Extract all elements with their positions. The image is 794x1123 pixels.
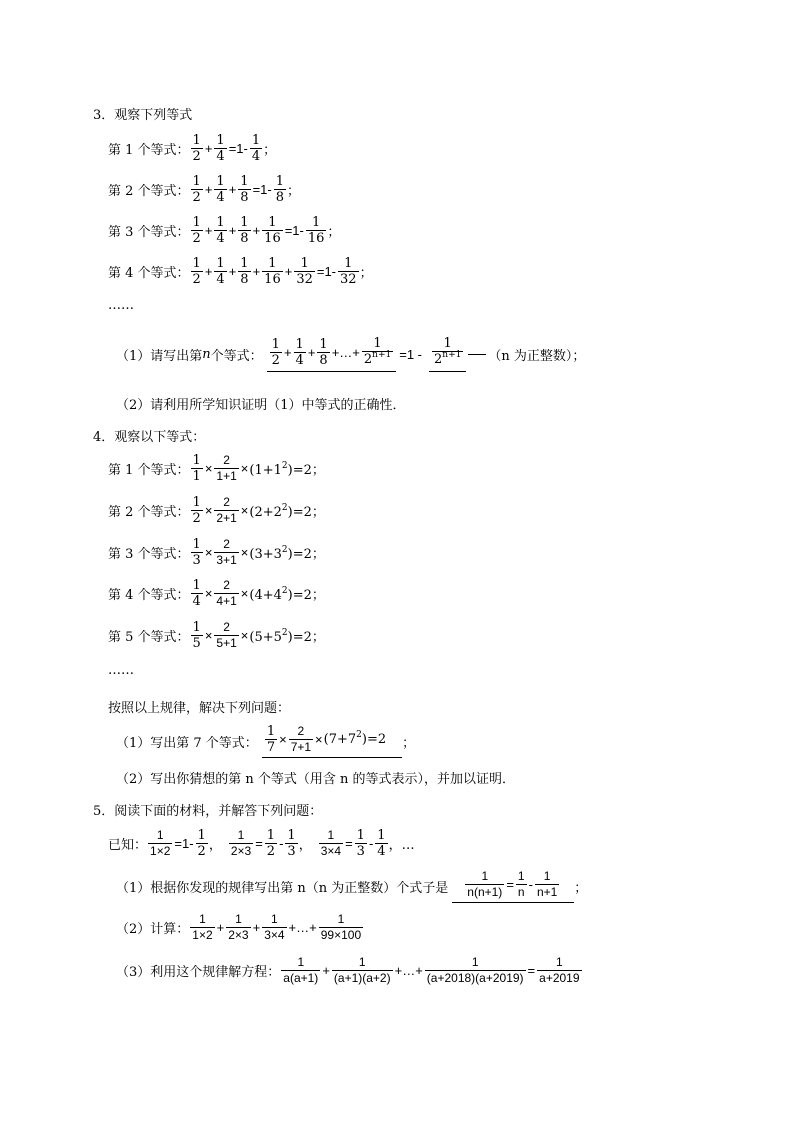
fraction: $\frac{1}{2}$	[266, 828, 276, 859]
fraction: $\frac{1}{8}$	[275, 174, 285, 205]
q3-ellipsis: ……	[108, 298, 134, 313]
q3-row-4: 第 4 个等式： $\frac{1}{2}$ + $\frac{1}{4}$ + $\frac{1}{8}$ + $\frac{1}{16}$ + $\frac{1}{32}$ =1- $\frac{1}{32}$ ；	[108, 256, 373, 287]
q3-row-3: 第 3 个等式： $\frac{1}{2}$ + $\frac{1}{4}$ + $\frac{1}{8}$ + $\frac{1}{16}$ =1- $\frac{1}{16}$ ；	[108, 215, 341, 246]
fraction: $\frac{1}{2}$	[271, 337, 280, 368]
fraction: $\frac{2}{3+1}$	[216, 537, 237, 567]
q4-ellipsis: ……	[108, 663, 134, 678]
fraction: $\frac{1}{8}$	[240, 256, 249, 287]
q4-row-3: 第 3 个等式： $\frac{1}{3}$ × $\frac{2}{3+1}$ × $(3+3^2)=2$；	[108, 537, 325, 568]
fraction: $\frac{2}{7+1}$	[290, 724, 312, 754]
fraction: $\frac{2}{4+1}$	[216, 578, 237, 608]
fraction: $\frac{1}{4}$	[295, 337, 304, 368]
fraction: $\frac{1}{4}$	[377, 828, 386, 859]
fraction: $\frac{1}{1\times 2}$	[150, 828, 171, 858]
fraction: $\frac{1}{16}$	[264, 256, 281, 287]
fraction: $\frac{1}{4}$	[216, 215, 225, 246]
fraction: $\frac{1}{16}$	[307, 215, 325, 246]
q3-row-1: 第 1 个等式： $\frac{1}{2}$ + $\frac{1}{4}$ =1- $\frac{1}{4}$ ；	[108, 133, 277, 164]
q3-row-2: 第 2 个等式： $\frac{1}{2}$ + $\frac{1}{4}$ + $\frac{1}{8}$ =1- $\frac{1}{8}$ ；	[108, 174, 301, 205]
fraction: $\frac{1}{2^{n+1}}$	[434, 336, 462, 367]
q4-row-2: 第 2 个等式： $\frac{1}{2}$ × $\frac{2}{2+1}$ × $(2+2^2)=2$；	[108, 495, 325, 526]
answer-blank: $\frac{1}{n(n+1)}$ = $\frac{1}{n}$ - $\frac{1}{n+1}$	[452, 869, 574, 903]
fraction: $\frac{1}{(a+2018)(a+2019)}$	[426, 955, 524, 985]
fraction: $\frac{1}{1\times 2}$	[192, 912, 213, 942]
q4-part-1: （1）写出第 7 个等式： $\frac{1}{7}$ × $\frac{2}{7+1}$ × $(7+7^2)=2$ ；	[116, 724, 415, 758]
fraction: $\frac{1}{2}$	[197, 828, 206, 859]
fraction: $\frac{1}{32}$	[340, 256, 357, 287]
fraction: $\frac{1}{2}$	[192, 174, 201, 205]
q5-part-1: （1）根据你发现的规律写出第 n（n 为正整数）个式子是 $\frac{1}{n(n+1)}$ = $\frac{1}{n}$ - $\frac{1}{n+1}$ ；	[116, 869, 587, 903]
fraction: $\frac{1}{4}$	[216, 256, 225, 287]
fraction: $\frac{1}{3}$	[356, 828, 365, 859]
q5-part-2: （2）计算： $\frac{1}{1\times 2}$ + $\frac{1}{2\times 3}$ + $\frac{1}{3\times 4}$ +…+ $\frac{1}{99\times 100}$	[116, 912, 362, 942]
fraction: $\frac{1}{2\times 3}$	[230, 828, 252, 858]
fraction: $\frac{1}{(a+1)(a+2)}$	[333, 955, 391, 985]
fraction: $\frac{2}{2+1}$	[216, 495, 237, 525]
fraction: $\frac{1}{2\times 3}$	[228, 912, 249, 942]
q3-part-2: （2）请利用所学知识证明（1）中等式的正确性．	[116, 398, 406, 413]
fraction: $\frac{1}{2}$	[192, 215, 201, 246]
fraction: $\frac{1}{2}$	[192, 495, 201, 526]
fraction: $\frac{1}{n+1}$	[536, 869, 558, 899]
fraction: $\frac{1}{7}$	[266, 724, 276, 755]
q4-row-5: 第 5 个等式： $\frac{1}{5}$ × $\frac{2}{5+1}$ × $(5+5^2)=2$；	[108, 620, 325, 651]
fraction: $\frac{1}{4}$	[216, 133, 225, 164]
q4-rule: 按照以上规律，解决下列问题：	[108, 701, 291, 716]
q5-part-3: （3）利用这个规律解方程： $\frac{1}{a(a+1)}$ + $\frac{1}{(a+1)(a+2)}$ +…+ $\frac{1}{(a+2018)(a+2019)}$ = $\frac{1}{a+2019}$	[116, 955, 580, 985]
q4-row-1: 第 1 个等式： $\frac{1}{1}$ × $\frac{2}{1+1}$ × $(1+1^2)=2$；	[108, 453, 325, 484]
q4-part-2: （2）写出你猜想的第 n 个等式（用含 n 的等式表示），并加以证明．	[116, 772, 516, 787]
q4-title: 4．观察以下等式：	[93, 430, 206, 445]
fraction: $\frac{2}{5+1}$	[216, 620, 237, 650]
fraction: $\frac{1}{8}$	[240, 174, 249, 205]
fraction: $\frac{1}{3\times 4}$	[320, 828, 342, 858]
fraction: $\frac{1}{3}$	[192, 537, 201, 568]
fraction: $\frac{2}{1+1}$	[216, 453, 237, 483]
answer-blank: $\frac{1}{2}$ + $\frac{1}{4}$ + $\frac{1}{8}$ +…+ $\frac{1}{2^{n+1}}$	[267, 336, 397, 372]
fraction: $\frac{1}{a(a+1)}$	[283, 955, 319, 985]
fraction: $\frac{1}{1}$	[192, 453, 201, 484]
q5-known: 已知： $\frac{1}{1\times 2}$ =1- $\frac{1}{2}$ ， $\frac{1}{2\times 3}$ = $\frac{1}{2}$ - $\frac{1}{3}$ ， $\frac{1}{3\times 4}$ = $\frac{1}{3}$ - $\frac{1}{4}$ ，…	[108, 828, 415, 859]
fraction: $\frac{1}{n(n+1)}$	[467, 869, 503, 899]
fraction: $\frac{1}{4}$	[251, 133, 261, 164]
answer-blank: $\frac{1}{7}$ × $\frac{2}{7+1}$ × $(7+7^2)=2$	[262, 724, 402, 758]
fraction: $\frac{1}{5}$	[192, 620, 201, 651]
q3-title: 3．观察下列等式	[93, 108, 193, 123]
fraction: $\frac{1}{2^{n+1}}$	[363, 336, 392, 367]
fraction: $\frac{1}{4}$	[192, 578, 201, 609]
q3-part-1: （1）请写出第 n 个等式： $\frac{1}{2}$ + $\frac{1}{4}$ + $\frac{1}{8}$ +…+ $\frac{1}{2^{n+1}}$ =1 - $\frac{1}{2^{n+1}}$ （n 为正整数）；	[116, 336, 585, 372]
fraction: $\frac{1}{2}$	[192, 133, 201, 164]
fraction: $\frac{1}{8}$	[319, 337, 328, 368]
fraction: $\frac{1}{4}$	[216, 174, 225, 205]
q4-row-4: 第 4 个等式： $\frac{1}{4}$ × $\frac{2}{4+1}$ × $(4+4^2)=2$；	[108, 578, 325, 609]
fraction: $\frac{1}{3}$	[287, 828, 296, 859]
fraction: $\frac{1}{2}$	[192, 256, 201, 287]
fraction: $\frac{1}{8}$	[240, 215, 249, 246]
fraction: $\frac{1}{3\times 4}$	[264, 912, 285, 942]
fraction: $\frac{1}{32}$	[296, 256, 313, 287]
fraction: $\frac{1}{a+2019}$	[539, 955, 580, 985]
fraction: $\frac{1}{99\times 100}$	[320, 912, 362, 942]
answer-blank	[429, 336, 466, 372]
fraction: $\frac{1}{16}$	[264, 215, 281, 246]
q5-title: 5．阅读下面的材料，并解答下列问题：	[93, 804, 323, 819]
fraction: $\frac{1}{n}$	[517, 869, 525, 899]
